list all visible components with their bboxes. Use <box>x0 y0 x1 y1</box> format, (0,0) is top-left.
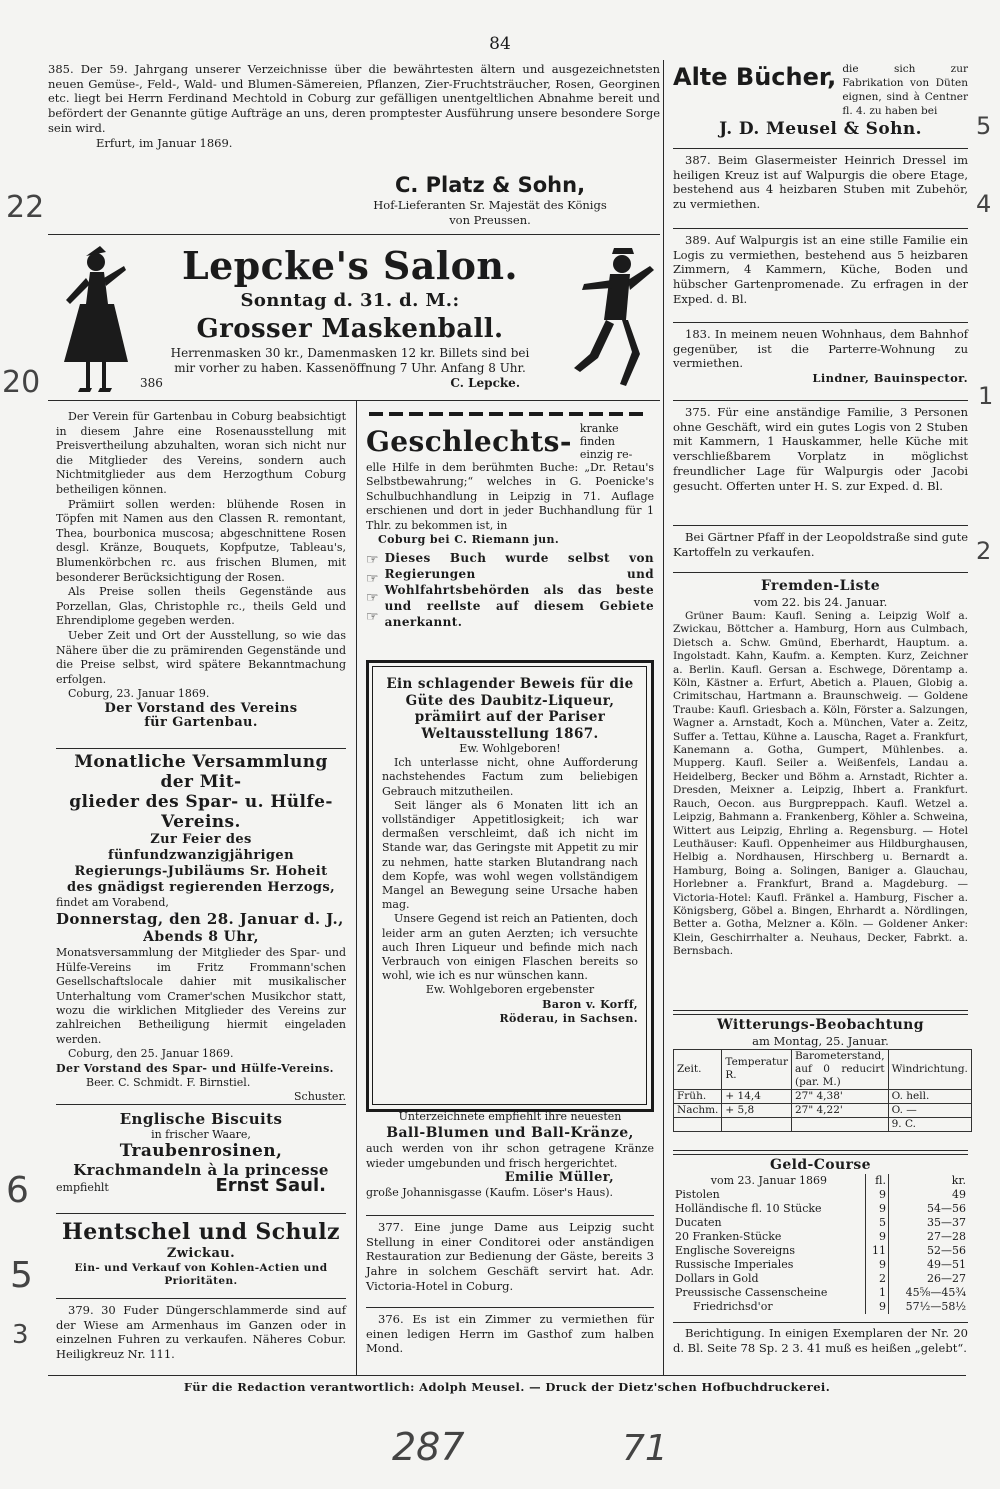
weather-cell: 27" 4,38' <box>791 1089 888 1103</box>
geld-kr: 57½—58½ <box>889 1300 968 1314</box>
pointing-hand-icon: ☞ <box>366 590 379 607</box>
geld-kr: 49—51 <box>889 1258 968 1272</box>
daubitz-text-1: Ich unterlasse nicht, ohne Aufforderung nachstehendes Factum zum beliebigen Gebrauch mitzutheilen. <box>382 756 638 798</box>
geld-fl: 11 <box>865 1244 888 1258</box>
handwritten-mark: 22 <box>6 190 45 225</box>
dancer-woman-illustration <box>50 244 140 394</box>
geld-currency: Russische Imperiales <box>675 1258 794 1271</box>
weather-cell <box>791 1117 888 1131</box>
geld-row <box>673 1300 968 1314</box>
handwritten-mark: 287 <box>392 1425 465 1469</box>
handwritten-mark: 5 <box>976 112 992 140</box>
ad-385 <box>48 62 660 150</box>
handwritten-mark: 1 <box>978 382 994 410</box>
rule-left-4 <box>56 1298 346 1299</box>
pointing-hand-icons <box>366 550 379 630</box>
weather-row <box>674 1103 972 1117</box>
gartenbau-date: Coburg, 23. Januar 1869. <box>68 687 210 701</box>
geld-row <box>673 1244 968 1258</box>
geld-row <box>673 1202 968 1216</box>
weather-row <box>674 1089 972 1103</box>
handwritten-mark: 6 <box>6 1170 29 1211</box>
weather-sub: am Montag, 25. Januar. <box>752 1034 889 1048</box>
rule-mid-1 <box>366 1215 654 1216</box>
weather-cell <box>674 1117 722 1131</box>
rule-right-6 <box>673 572 968 573</box>
hentschel-city: Zwickau. <box>166 1246 236 1261</box>
geschlechts-ad <box>366 422 654 630</box>
geld-currency: Friedrichsd'or <box>693 1300 773 1313</box>
biscuits-seller: Ernst Saul. <box>215 1175 326 1196</box>
daubitz-text-3: Unsere Gegend ist reich an Patienten, doch leider arm an guten Aerzten; ich versuchte auch Ihren Liqueur und befinde mich nach Verbrauch von einigen Flaschen bereits so wohl, wie ich es nur wünschen kann. <box>382 912 638 983</box>
handwritten-mark: 4 <box>976 190 992 218</box>
geld-fl: 9 <box>865 1230 888 1244</box>
ad-377 <box>366 1220 654 1294</box>
rule-right-4 <box>673 400 968 401</box>
rule-mid-2 <box>366 1307 654 1308</box>
fremden-liste <box>673 577 968 959</box>
geschlechts-note: Dieses Buch wurde selbst von Regierungen und Wohlfahrtsbehörden als das beste und reellste auf diesem Gebiete anerkannt. <box>384 551 654 630</box>
geld-title: Geld-Course <box>769 1157 871 1173</box>
column-rule-left <box>356 400 357 1375</box>
pointing-hand-icon: ☞ <box>366 609 379 626</box>
geld-header-row <box>673 1174 968 1188</box>
geld-currency: Pistolen <box>675 1188 720 1201</box>
geld-row <box>673 1188 968 1202</box>
gartenbau-ad <box>56 410 346 731</box>
weather-title: Witterungs-Beobachtung <box>717 1017 924 1033</box>
geld-col-kr: kr. <box>889 1174 968 1188</box>
handwritten-mark: 3 <box>12 1320 29 1350</box>
rule-footer <box>48 1375 966 1376</box>
geld-fl: 5 <box>865 1216 888 1230</box>
pointing-hand-icon: ☞ <box>366 571 379 588</box>
biscuits-line-5: empfiehlt <box>56 1181 109 1194</box>
geschlechts-title-side <box>572 422 654 461</box>
geld-fl: 9 <box>865 1300 888 1314</box>
ballblumen-addr: große Johannisgasse (Kaufm. Löser's Haus). <box>366 1185 614 1199</box>
weather-header: Barometerstand, auf 0 reducirt (par. M.) <box>791 1049 888 1089</box>
ad-387-text: 387. Beim Glasermeister Heinrich Dressel im heiligen Kreuz ist auf Walpurgis die obere Etage, bestehend aus 4 heizbaren Stuben mit Zubehör, zu vermiethen. <box>673 153 968 212</box>
geld-currency: Dollars in Gold <box>675 1272 759 1285</box>
pfaff-ad <box>673 530 968 559</box>
gartenbau-text-2: Prämiirt sollen werden: blühende Rosen in Töpfen mit Namen aus den Classen R. remontant, Thea, bourbonica muscosa; abgeschnittene Rosen desgl. Kränze, Bouquets, Kopfputze, Tableau's, Blumenkörbchen rc. aus frischen Blumen, mit besonderer Berücksichtigung der Rosen. <box>56 497 346 584</box>
rule-left-1 <box>56 748 346 749</box>
daubitz-ad <box>382 676 638 1026</box>
ballblumen-text-1: Unterzeichnete empfiehlt ihre neuesten <box>398 1110 622 1123</box>
geld-currency: Ducaten <box>675 1216 722 1229</box>
geld-fl: 9 <box>865 1258 888 1272</box>
weather-cell <box>722 1117 792 1131</box>
pfaff-text: Bei Gärtner Pfaff in der Leopoldstraße sind gute Kartoffeln zu verkaufen. <box>673 530 968 559</box>
ballblumen-title: Ball-Blumen und Ball-Kränze, <box>386 1125 634 1142</box>
geld-row <box>673 1258 968 1272</box>
spar-date: Coburg, den 25. Januar 1869. <box>68 1047 234 1061</box>
spar-title-2: glieder des Spar- u. Hülfe-Vereins. <box>69 792 333 832</box>
hentschel-ad <box>56 1218 346 1288</box>
salon-text-2: mir vorher zu haben. Kassenöffnung 7 Uhr. Anfang 8 Uhr. <box>174 361 526 375</box>
spar-title-1: Monatliche Versammlung der Mit- <box>74 752 328 792</box>
ad-385-firm-sub1: Hof-Lieferanten Sr. Majestät des Königs <box>373 198 607 212</box>
geld-row <box>673 1230 968 1244</box>
geschlechts-side-1: kranke finden <box>579 422 619 448</box>
ad-385-firm-sub2: von Preussen. <box>449 212 531 227</box>
geld-col-fl: fl. <box>865 1174 888 1188</box>
ad-183-sign: Lindner, Bauinspector. <box>812 371 968 386</box>
gartenbau-text-4: Ueber Zeit und Ort der Ausstellung, so wie das Nähere über die zu prämirenden Gegenstände und die Preise selbst, wird spätere Bekanntmachung erfolgen. <box>56 628 346 686</box>
gartenbau-sign-1: Der Vorstand des Vereins <box>104 700 298 716</box>
weather-cell: O. — <box>888 1103 971 1117</box>
ad-387 <box>673 153 968 212</box>
biscuits-line-4: Krachmandeln à la princesse <box>73 1161 329 1179</box>
daubitz-close: Ew. Wohlgeboren ergebenster <box>425 983 595 997</box>
salon-signature: C. Lepcke. <box>450 376 520 390</box>
geld-sub: vom 23. Januar 1869 <box>710 1174 827 1187</box>
handwritten-mark: 2 <box>976 537 992 565</box>
ad-377-text: 377. Eine junge Dame aus Leipzig sucht Stellung in einer Conditorei oder anständigen Restauration zur Bedienung der Gäste, bereits 3 Jahre in solchem Geschäft servirt hat. Adr. Victoria-Hotel in Coburg. <box>366 1220 654 1293</box>
geld-currency: Preussische Cassenscheine <box>675 1286 828 1299</box>
biscuits-line-3: Traubenrosinen, <box>119 1141 283 1161</box>
ballblumen-name: Emilie Müller, <box>504 1170 614 1186</box>
geld-currency: Englische Sovereigns <box>675 1244 796 1257</box>
hentschel-text-1: Ein- und Verkauf von Kohlen-Actien und <box>74 1262 328 1274</box>
spar-names: Beer. C. Schmidt. F. Birnstiel. <box>86 1076 251 1090</box>
ad-375-text: 375. Für eine anständige Familie, 3 Personen ohne Geschäft, wird ein gutes Logis von 2 Stuben mit Kammern, 1 Hauskammer, helle Küche mit verschließbarem Vorplatz in möglichst freundlicher Lage für Walpurgis oder Jacobi gesucht. Offerten unter H. S. zur Exped. d. Bl. <box>673 405 968 493</box>
ad-376 <box>366 1312 654 1356</box>
spar-date-1: Donnerstag, den 28. Januar d. J., <box>56 910 344 929</box>
geschlechts-title-row <box>366 422 654 461</box>
ad-385-text: 385. Der 59. Jahrgang unserer Verzeichnisse über die bewährtesten ältern und ausgezeichnetsten neuen Gemüse-, Feld-, Wald- und Blumen-Sämereien, Pflanzen, Zier-Fruchtsträucher, Rosen, Georginen etc. liegt bei Herrn Ferdinand Mechtold in Coburg zur gefälligen unentgeltlichen Abnahme bereit und befördert der Genannte gütige Aufträge an uns, deren promptester Ausführung unsere besondere Sorge sein wird. <box>48 62 660 135</box>
alte-buecher-ad <box>673 62 968 140</box>
ad-376-text: 376. Es ist ein Zimmer zu vermiethen für einen ledigen Herrn im Gasthof zum halben Mond. <box>366 1312 654 1356</box>
ad-385-firm-block <box>330 172 650 227</box>
footer-imprint: Für die Redaction verantwortlich: Adolph Meusel. — Druck der Dietz'schen Hofbuchdruckerei. <box>183 1380 831 1394</box>
salon-ad <box>140 242 560 391</box>
gartenbau-sign-2: für Gartenbau. <box>144 715 258 731</box>
rule-top-left <box>48 234 660 235</box>
rule-right-3 <box>673 322 968 323</box>
weather-cell: Früh. <box>674 1089 722 1103</box>
weather-cell: Nachm. <box>674 1103 722 1117</box>
salon-number: 386 <box>140 376 163 390</box>
geld-row <box>673 1286 968 1300</box>
salon-title: Lepcke's Salon. <box>181 243 519 288</box>
ad-379-text: 379. 30 Fuder Düngerschlammerde sind auf der Wiese am Armenhaus im Ganzen oder in einzelnen Fuhren zu verkaufen. Näheres Cobur. Heiligkreuz Nr. 111. <box>56 1303 346 1362</box>
weather-cell: 9. C. <box>888 1117 971 1131</box>
daubitz-greet: Ew. Wohlgeboren! <box>459 742 561 755</box>
spar-sign: Der Vorstand des Spar- und Hülfe-Vereins. <box>56 1061 334 1075</box>
weather-cell: 27" 4,22' <box>791 1103 888 1117</box>
spar-text: Monatsversammlung der Mitglieder des Spar- und Hülfe-Vereins im Fritz Frommann'schen Gesellschaftslocale dahier mit musikalischer Unterhaltung vom Cramer'schen Musikchor statt, wozu die wirklichen Mitglieder des Vereins zur zahlreichen Betheiligung hiermit eingeladen werden. <box>56 946 346 1046</box>
ad-385-firm: C. Platz & Sohn, <box>394 173 586 197</box>
spar-verein-ad <box>56 752 346 1105</box>
alte-buecher-side: die sich zur Fabrikation von Düten eignen, sind à Centner fl. 4. zu haben bei <box>842 63 968 117</box>
spar-sub-1: Zur Feier des fünfundzwanzigjährigen <box>108 832 294 863</box>
geld-fl: 9 <box>865 1202 888 1216</box>
ornament-top <box>366 410 646 420</box>
geld-kr: 26—27 <box>889 1272 968 1286</box>
rule-right-7 <box>673 1010 968 1015</box>
hentschel-title: Hentschel und Schulz <box>62 1219 340 1245</box>
fremden-title: Fremden-Liste <box>760 578 881 594</box>
alte-buecher-title: Alte Bücher, <box>673 63 837 91</box>
biscuits-ad <box>56 1110 346 1196</box>
spar-sub-4: findet am Vorabend, <box>56 896 169 909</box>
hentschel-text-2: Prioritäten. <box>164 1275 238 1287</box>
geschlechts-dealer: Coburg bei C. Riemann jun. <box>378 533 560 547</box>
rule-salon-bottom <box>48 400 660 401</box>
fremden-text: Grüner Baum: Kaufl. Sening a. Leipzig Wolf a. Zwickau, Böttcher a. Hamburg, Horn aus Culmbach, Dietsch a. Schw. Gmünd, Eberhardt, Hauptum. a. Ingolstadt. Kahn, Kaufm. a. Kempten. Kurz, Zeichner a. Berlin. Kaufl. Gersan a. Eschwege, Dörentamp a. Köln, Kästner a. Erfurt, Abetich a. Plauen, Globig a. Crimitschau, Hartmann a. Braunschweig. — Goldene Traube: Kaufl. Griesbach a. Köln, Förster a. Salzungen, Wagner a. Arnstadt, Koch a. München, Vater a. Zeitz, Suffer a. Tettau, Kühne a. Lauscha, Raget a. Frankfurt, Kanemann a. Gotha, Gumpert, Mühlenbes. a. Mupperg. Kaufl. Seiler a. Weißenfels, Landau a. Heidelberg, Becker und Böhm a. Arnstadt, Richter a. Dresden, Meixner a. Leipzig, Ihbert a. Frankfurt. Rauch, Oecon. aus Burgpreppach. Kaufl. Wetzel a. Leipzig, Bahmann a. Frankenberg, Köhler a. Schweina, Wittert aus Leipzig, Ehrling a. Regensburg. — Hotel Leuthäuser: Kaufl. Oppenheimer aus Hildburghausen, Helbig a. Nordhausen, Hirschberg u. Bernardt a. Hamburg, Boing a. Solingen, Baniger a. Glauchau, Horlebner a. Frankfurt, Brand a. Magdeburg. — Victoria-Hotel: Kaufl. Fränkel a. Hamburg, Fischer a. Königsberg, Göbel a. Bingen, Ehrhardt a. Nördlingen, Better a. Gotha, Melzner a. Köln. — Goldener Anker: Klein, Geschirrhalter a. Neuhaus, Decker, Fabrkt. a. Bernsbach. <box>673 610 968 958</box>
dancer-man-illustration <box>560 244 658 394</box>
rule-right-1 <box>673 148 968 149</box>
spar-sub-2: Regierungs-Jubiläums Sr. Hoheit <box>74 864 328 879</box>
geld-fl: 9 <box>865 1188 888 1202</box>
daubitz-text-2: Seit länger als 6 Monaten litt ich an vollständiger Appetitlosigkeit; ich war dermaßen verschleimt, daß ich nicht im Stande war, das Geringste mit Appetit zu mir zu nehmen, hatte starken Blutandrang nach dem Kopfe, was wohl wegen vollständigem Mangel an Bewegung seine Ursache haben mag. <box>382 798 638 912</box>
geld-kr: 35—37 <box>889 1216 968 1230</box>
geld-kr: 45⅝—45¾ <box>889 1286 968 1300</box>
alte-buecher-row <box>673 62 968 118</box>
fremden-sub: vom 22. bis 24. Januar. <box>753 595 888 609</box>
ad-379 <box>56 1303 346 1362</box>
weather-header: Temperatur R. <box>722 1049 792 1089</box>
geld-course <box>673 1156 968 1314</box>
geschlechts-text: elle Hilfe in dem berühmten Buche: „Dr. Retau's Selbstbewahrung;“ welches in G. Poenicke's Schulbuchhandlung in Leipzig in 71. Auflage erschienen und dort in jeder Buchhandlung für 1 Thlr. zu bekommen ist, in <box>366 461 654 532</box>
geschlechts-note-row <box>366 550 654 630</box>
ad-385-place-date: Erfurt, im Januar 1869. <box>96 135 233 150</box>
geld-kr: 49 <box>889 1188 968 1202</box>
geld-fl: 1 <box>865 1286 888 1300</box>
ballblumen-ad <box>366 1110 654 1200</box>
handwritten-mark: 5 <box>10 1255 33 1296</box>
ad-389 <box>673 233 968 307</box>
salon-text-1: Herrenmasken 30 kr., Damenmasken 12 kr. Billets sind bei <box>170 346 530 360</box>
pointing-hand-icon: ☞ <box>366 552 379 569</box>
geschlechts-title: Geschlechts- <box>366 424 572 458</box>
weather-header: Windrichtung. <box>888 1049 971 1089</box>
biscuits-line-1: Englische Biscuits <box>119 1110 283 1128</box>
berichtigung-text: Berichtigung. In einigen Exemplaren der Nr. 20 d. Bl. Seite 78 Sp. 2 3. 41 muß es heißen „gelebt“. <box>673 1326 968 1355</box>
gartenbau-text-1: Der Verein für Gartenbau in Coburg beabsichtigt in diesem Jahre eine Rosenausstellung mit Preisvertheilung abzuhalten, woran sich nicht nur die Mitglieder des Vereins, sondern auch Nichtmitglieder aus dem Herzogthum Coburg betheiligen können. <box>56 410 346 496</box>
weather-header: Zeit. <box>674 1049 722 1089</box>
ad-375 <box>673 405 968 493</box>
alte-buecher-firm: J. D. Meusel & Sohn. <box>719 119 922 139</box>
geld-fl: 2 <box>865 1272 888 1286</box>
rule-left-2 <box>56 1104 346 1105</box>
geld-currency: 20 Franken-Stücke <box>675 1230 782 1243</box>
spar-names-2: Schuster. <box>294 1090 346 1104</box>
biscuits-footer-row <box>56 1175 346 1196</box>
geld-row <box>673 1272 968 1286</box>
geschlechts-side-2: einzig re- <box>579 448 633 461</box>
ad-183-text: 183. In meinem neuen Wohnhaus, dem Bahnhof gegenüber, ist die Parterre-Wohnung zu vermiethen. <box>673 327 968 371</box>
geld-kr: 52—56 <box>889 1244 968 1258</box>
spar-sub-3: des gnädigst regierenden Herzogs, <box>66 880 336 895</box>
daubitz-title: Ein schlagender Beweis für die Güte des Daubitz-Liqueur, prämiirt auf der Pariser Weltausstellung 1867. <box>386 676 634 742</box>
salon-event: Grosser Maskenball. <box>196 314 504 344</box>
weather-cell: + 14,4 <box>722 1089 792 1103</box>
spar-date-2: Abends 8 Uhr, <box>143 929 259 946</box>
handwritten-mark: 20 <box>2 365 41 400</box>
biscuits-line-2: in frischer Waare, <box>151 1128 251 1141</box>
geld-currency: Holländische fl. 10 Stücke <box>675 1202 822 1215</box>
berichtigung <box>673 1326 968 1355</box>
ad-183 <box>673 327 968 386</box>
rule-left-3 <box>56 1213 346 1214</box>
weather-table <box>673 1049 972 1132</box>
salon-date: Sonntag d. 31. d. M.: <box>240 290 460 311</box>
salon-footer-row <box>140 376 560 391</box>
rule-right-8 <box>673 1150 968 1155</box>
geld-kr: 54—56 <box>889 1202 968 1216</box>
rule-right-5 <box>673 525 968 526</box>
ballblumen-text-2: auch werden von ihr schon getragene Kränze wieder umgebunden und frisch hergerichtet. <box>366 1142 654 1170</box>
ad-389-text: 389. Auf Walpurgis ist an eine stille Familie ein Logis zu vermiethen, bestehend aus 5 heizbaren Zimmern, 4 Kammern, Küche, Boden und hübscher Gartenpromenade. Zu erfragen in der Exped. d. Bl. <box>673 233 968 306</box>
rule-right-9 <box>673 1322 968 1323</box>
weather-cell: + 5,8 <box>722 1103 792 1117</box>
ornament-bar <box>366 412 646 416</box>
geld-table <box>673 1174 968 1314</box>
weather-row <box>674 1117 972 1131</box>
handwritten-mark: 71 <box>622 1428 668 1469</box>
daubitz-place: Röderau, in Sachsen. <box>499 1011 638 1025</box>
rule-right-2 <box>673 228 968 229</box>
weather-header-row <box>674 1049 972 1089</box>
weather-cell: O. hell. <box>888 1089 971 1103</box>
daubitz-name: Baron v. Korff, <box>542 997 638 1011</box>
page-number: 84 <box>489 34 511 54</box>
gartenbau-text-3: Als Preise sollen theils Gegenstände aus Porzellan, Glas, Christophle rc., theils Geld und Ehrendiplome gegeben werden. <box>56 585 346 628</box>
geld-kr: 27—28 <box>889 1230 968 1244</box>
weather-block <box>673 1016 968 1132</box>
geld-row <box>673 1216 968 1230</box>
column-rule-right <box>663 60 664 1375</box>
